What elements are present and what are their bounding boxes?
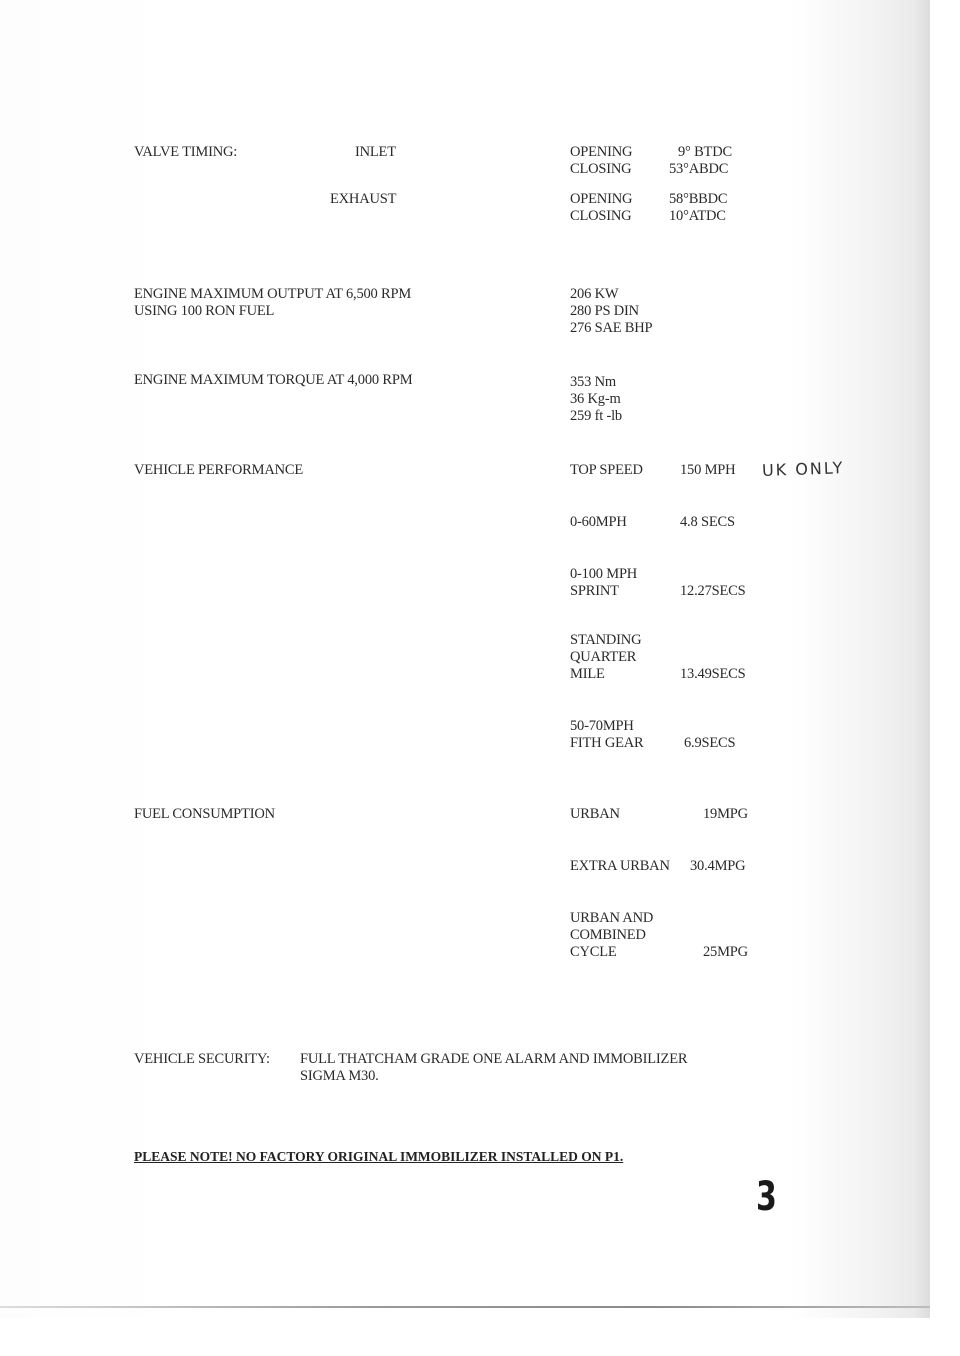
- urban-label: URBAN: [570, 806, 620, 822]
- urban-value: 19MPG: [703, 806, 748, 822]
- max-torque-kgm: 36 Kg-m: [570, 391, 621, 407]
- quarter-mile-label-line1: STANDING: [570, 632, 642, 648]
- page-number: 3: [756, 1174, 777, 1220]
- extra-urban-label: EXTRA URBAN: [570, 858, 670, 874]
- inlet-label: INLET: [355, 144, 396, 160]
- combined-label-line2: COMBINED: [570, 927, 646, 943]
- fifth-gear-value: 6.9SECS: [684, 735, 736, 751]
- bottom-rule: [0, 1306, 930, 1308]
- fuel-consumption-label: FUEL CONSUMPTION: [134, 806, 275, 822]
- zero-sixty-value: 4.8 SECS: [680, 514, 735, 530]
- max-output-bhp: 276 SAE BHP: [570, 320, 653, 336]
- performance-label: VEHICLE PERFORMANCE: [134, 462, 304, 478]
- top-speed-label: TOP SPEED: [570, 462, 643, 478]
- exhaust-opening-value: 58°BBDC: [669, 191, 728, 207]
- watermark: carmanualsonline.info: [713, 1326, 950, 1350]
- page-edge-shadow: [912, 0, 930, 1318]
- combined-value: 25MPG: [703, 944, 748, 960]
- security-line2: SIGMA M30.: [300, 1068, 379, 1084]
- zero-hundred-value: 12.27SECS: [680, 583, 746, 599]
- zero-sixty-label: 0-60MPH: [570, 514, 627, 530]
- exhaust-label: EXHAUST: [330, 191, 397, 207]
- valve-timing-label: VALVE TIMING:: [134, 144, 238, 160]
- immobilizer-note: PLEASE NOTE! NO FACTORY ORIGINAL IMMOBILIZER INSTALLED ON P1.: [134, 1149, 624, 1164]
- exhaust-closing-value: 10°ATDC: [669, 208, 726, 224]
- fifth-gear-label-line1: 50-70MPH: [570, 718, 634, 734]
- combined-label-line3: CYCLE: [570, 944, 617, 960]
- zero-hundred-label: 0-100 MPH: [570, 566, 638, 582]
- extra-urban-value: 30.4MPG: [690, 858, 746, 874]
- exhaust-closing-label: CLOSING: [570, 208, 632, 224]
- max-output-fuel-label: USING 100 RON FUEL: [134, 303, 275, 319]
- max-torque-label: ENGINE MAXIMUM TORQUE AT 4,000 RPM: [134, 372, 413, 388]
- inlet-closing-value: 53°ABDC: [669, 161, 729, 177]
- quarter-mile-label-line2: QUARTER: [570, 649, 637, 665]
- max-output-kw: 206 KW: [570, 286, 619, 302]
- security-line1: FULL THATCHAM GRADE ONE ALARM AND IMMOBILIZER: [300, 1051, 688, 1067]
- max-output-label: ENGINE MAXIMUM OUTPUT AT 6,500 RPM: [134, 286, 412, 302]
- max-torque-nm: 353 Nm: [570, 374, 616, 390]
- inlet-opening-value: 9° BTDC: [678, 144, 732, 160]
- zero-hundred-sprint-label: SPRINT: [570, 583, 619, 599]
- combined-label-line1: URBAN AND: [570, 910, 654, 926]
- inlet-closing-label: CLOSING: [570, 161, 632, 177]
- quarter-mile-label-line3: MILE: [570, 666, 605, 682]
- fifth-gear-label-line2: FITH GEAR: [570, 735, 644, 751]
- inlet-opening-label: OPENING: [570, 144, 633, 160]
- max-output-ps: 280 PS DIN: [570, 303, 639, 319]
- security-label: VEHICLE SECURITY:: [134, 1051, 270, 1067]
- quarter-mile-value: 13.49SECS: [680, 666, 746, 682]
- exhaust-opening-label: OPENING: [570, 191, 633, 207]
- top-speed-value: 150 MPH: [680, 462, 736, 478]
- top-speed-handwritten-note: UK ONLY: [761, 458, 845, 480]
- max-torque-ftlb: 259 ft -lb: [570, 408, 622, 424]
